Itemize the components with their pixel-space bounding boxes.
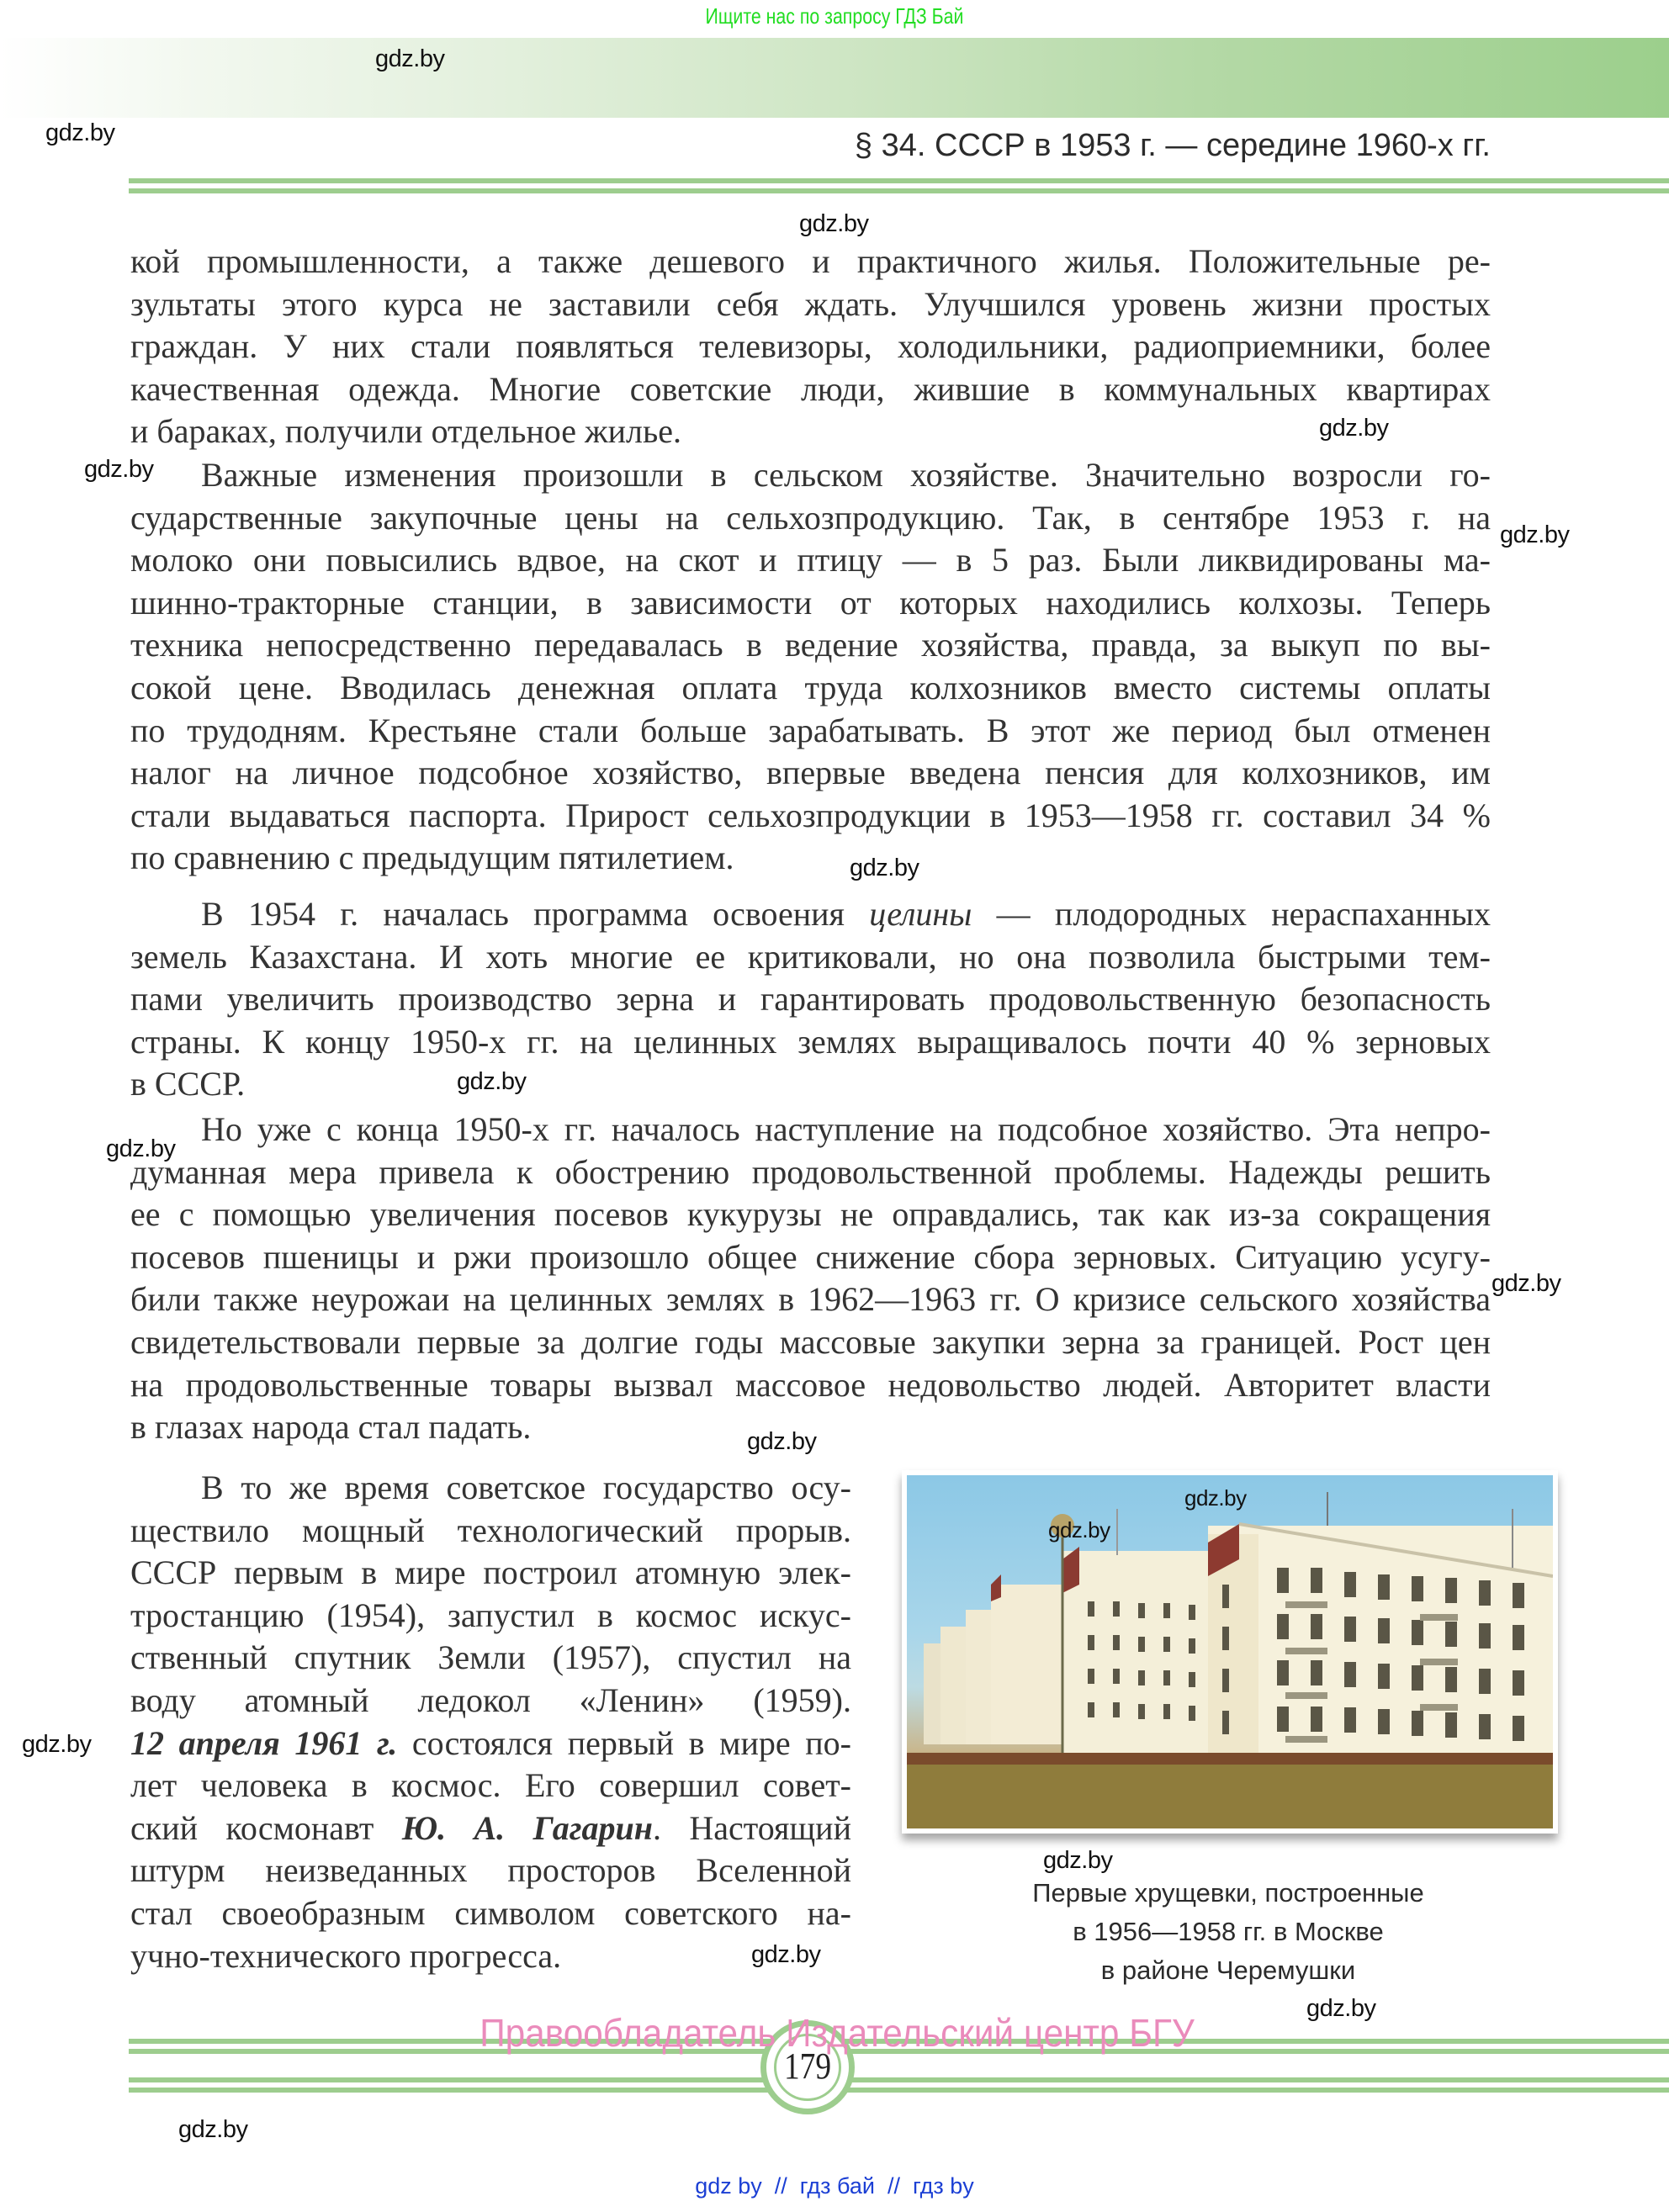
text-line: по трудодням. Крестьяне стали больше зарабатывать. В этот же период был отменен — [130, 711, 1491, 749]
caption-line: в 1956—1958 гг. в Москве — [1073, 1917, 1384, 1946]
header-rule — [129, 178, 1669, 183]
text-line: В 1954 г. началась программа освоения целины — плодородных нераспаханных — [201, 895, 1491, 933]
watermark: gdz.by — [375, 45, 445, 72]
text-line: свидетельствовали первые за долгие годы массовые закупки зерна за границей. Рост цен — [130, 1322, 1491, 1361]
watermark: gdz.by — [1184, 1485, 1247, 1511]
text-line: пами увеличить производство зерна и гарантировать продовольственную безопасность — [130, 980, 1491, 1019]
text-line: граждан. У них стали появляться телевизоры, холодильники, радиоприемники, более — [130, 327, 1491, 366]
caption-line: Первые хрущевки, построенные — [1032, 1878, 1424, 1908]
term-celina: целины — [869, 895, 972, 933]
text-line: воду атомный ледокол «Ленин» (1959). — [130, 1680, 851, 1719]
watermark: gdz.by — [1306, 1995, 1376, 2022]
text-line: сударственные закупочные цены на сельхозпродукцию. Так, в сентябре 1953 г. на — [130, 498, 1491, 537]
text-line: в СССР. — [130, 1065, 246, 1103]
copyright-notice: Правообладатель Издательский центр БГУ — [480, 2011, 1195, 2055]
text-line: 12 апреля 1961 г. состоялся первый в мире по- — [130, 1723, 851, 1762]
watermark: gdz.by — [1319, 415, 1389, 442]
text-line: ственный спутник Земли (1957), спустил на — [130, 1638, 851, 1677]
text-line: посевов пшеницы и ржи произошло общее снижение сбора зерновых. Ситуацию усугу- — [130, 1237, 1491, 1276]
text-line: СССР первым в мире построил атомную элек- — [130, 1553, 851, 1592]
watermark: gdz.by — [747, 1428, 817, 1455]
text-line: стал своеобразным символом советского на- — [130, 1893, 851, 1932]
photo-khrushchyovki — [907, 1475, 1553, 1828]
watermark: gdz.by — [178, 2116, 248, 2143]
text-line: думанная мера привела к обострению продовольственной проблемы. Надежды решить — [130, 1152, 1491, 1191]
footer-rule — [129, 2077, 1669, 2082]
text-line: по сравнению с предыдущим пятилетием. — [130, 839, 734, 877]
watermark: gdz.by — [751, 1941, 821, 1968]
page-number: 179 — [783, 2045, 832, 2087]
watermark: gdz.by — [84, 456, 154, 483]
footer-links[interactable]: gdz by // гдз бай // гдз by — [695, 2173, 974, 2199]
paragraph-housing — [130, 241, 1491, 453]
text-line: ее с помощью увеличения посевов кукурузы не оправдались, так как из-за сокращения — [130, 1195, 1491, 1234]
watermark: gdz.by — [1048, 1517, 1110, 1543]
text-line: кой промышленности, а также дешевого и практичного жилья. Положительные ре- — [130, 242, 1491, 280]
text-line: учно-технического прогресса. — [130, 1936, 562, 1975]
text-line: ществило мощный технологический прорыв. — [130, 1511, 851, 1549]
date-gagarin-flight: 12 апреля 1961 г. — [130, 1723, 398, 1762]
text-line: земель Казахстана. И хоть многие ее критиковали, но она позволила быстрыми тем- — [130, 937, 1491, 976]
text-line: Но уже с конца 1950-х гг. началось наступление на подсобное хозяйство. Эта непро- — [201, 1110, 1491, 1148]
watermark: gdz.by — [106, 1135, 176, 1162]
figure-khrushchyovki — [902, 1470, 1558, 1834]
text-line: страны. К концу 1950-х гг. на целинных землях выращивалось почти 40 % зерновых — [130, 1022, 1491, 1061]
paragraph-space — [130, 1467, 851, 1977]
text-line: В то же время советское государство осу- — [201, 1468, 851, 1506]
header-rule — [129, 188, 1669, 193]
text-line: били также неурожаи на целинных землях в 1962—1963 гг. О кризисе сельского хозяйства — [130, 1280, 1491, 1319]
watermark: gdz.by — [1492, 1270, 1561, 1297]
text-line: стали выдаваться паспорта. Прирост сельхозпродукции в 1953—1958 гг. составил 34 % — [130, 796, 1491, 834]
paragraph-agriculture — [130, 454, 1491, 880]
text-line: тростанцию (1954), запустил в космос искус- — [130, 1595, 851, 1634]
watermark: gdz.by — [457, 1068, 527, 1095]
paragraph-crisis — [130, 1109, 1491, 1449]
chapter-title: § 34. СССР в 1953 г. — середине 1960-х гг. — [854, 128, 1491, 163]
text-line: сокой цене. Вводилась денежная оплата труда колхозников вместо системы оплаты — [130, 668, 1491, 706]
text-line: молоко они повысились вдвое, на скот и птицу — в 5 раз. Были ликвидированы ма- — [130, 541, 1491, 579]
text-line: ский космонавт Ю. А. Гагарин. Настоящий — [130, 1808, 851, 1847]
footer-rule — [129, 2088, 1669, 2093]
text-line: и бараках, получили отдельное жилье. — [130, 412, 681, 451]
paragraph-virgin-lands — [130, 893, 1491, 1106]
top-search-hint: Ищите нас по запросу ГДЗ Бай — [705, 3, 964, 29]
watermark: gdz.by — [1043, 1847, 1113, 1874]
watermark: gdz.by — [45, 119, 115, 146]
watermark: gdz.by — [22, 1731, 92, 1758]
text-line: на продовольственные товары вызвал массовое недовольство людей. Авторитет власти — [130, 1365, 1491, 1404]
watermark: gdz.by — [799, 210, 869, 237]
text-line: штурм неизведанных просторов Вселенной — [130, 1851, 851, 1890]
figure-caption — [976, 1874, 1481, 1990]
text-line: Важные изменения произошли в сельском хозяйстве. Значительно возросли го- — [201, 456, 1491, 494]
caption-line: в районе Черемушки — [1100, 1955, 1356, 1985]
watermark: gdz.by — [1500, 521, 1570, 548]
text-line: зультаты этого курса не заставили себя ждать. Улучшился уровень жизни простых — [130, 284, 1491, 323]
text-line: техника непосредственно передавалась в ведение хозяйства, правда, за выкуп по вы- — [130, 626, 1491, 664]
text-line: лет человека в космос. Его совершил совет- — [130, 1766, 851, 1805]
watermark: gdz.by — [850, 855, 919, 881]
text-line: шинно-тракторные станции, в зависимости от которых находились колхозы. Теперь — [130, 583, 1491, 622]
name-gagarin: Ю. А. Гагарин — [401, 1808, 653, 1847]
text-line: качественная одежда. Многие советские люди, жившие в коммунальных квартирах — [130, 369, 1491, 408]
text-line: в глазах народа стал падать. — [130, 1408, 532, 1447]
header-banner — [0, 38, 1669, 118]
text-line: налог на личное подсобное хозяйство, впервые введена пенсия для колхозников, им — [130, 754, 1491, 792]
